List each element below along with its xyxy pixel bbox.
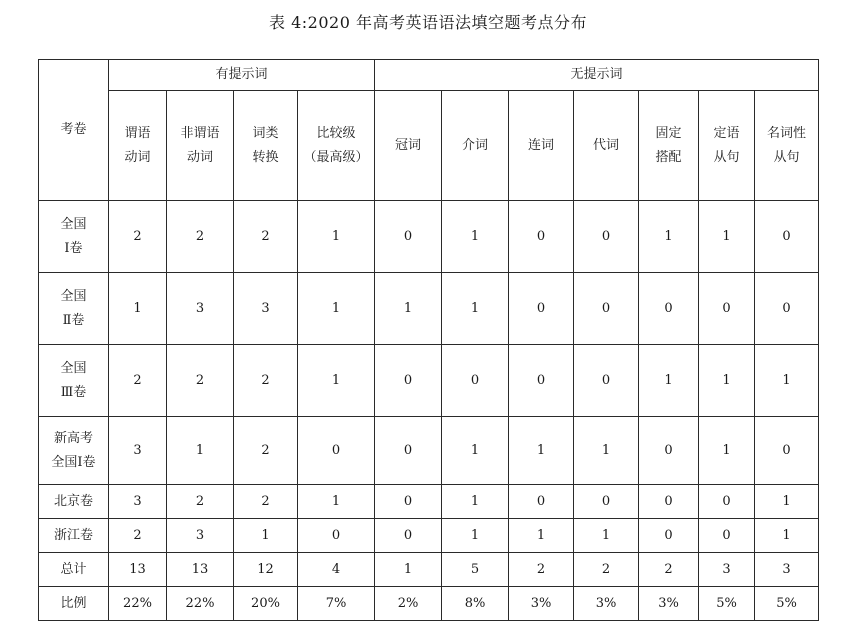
column-header-line: 从句 xyxy=(773,149,800,165)
value-cell: 0 xyxy=(375,345,442,417)
value-cell: 1 xyxy=(755,485,819,519)
value-cell: 0 xyxy=(639,273,699,345)
value-cell: 0 xyxy=(639,417,699,485)
column-header xyxy=(442,91,509,201)
value-cell: 2 xyxy=(234,417,298,485)
value-cell: 0 xyxy=(574,273,639,345)
value-cell: 2 xyxy=(234,485,298,519)
value-cell: 2 xyxy=(167,201,234,273)
column-header xyxy=(509,91,574,201)
value-cell: 1 xyxy=(574,417,639,485)
value-cell: 1 xyxy=(755,519,819,553)
value-cell: 1 xyxy=(298,201,375,273)
row-label-line: Ⅲ卷 xyxy=(60,384,87,400)
table-row xyxy=(39,587,819,621)
value-cell: 3 xyxy=(167,519,234,553)
value-cell: 1 xyxy=(234,519,298,553)
value-cell: 1 xyxy=(109,273,167,345)
row-label xyxy=(39,201,109,273)
value-cell: 1 xyxy=(375,553,442,587)
row-label xyxy=(39,553,109,587)
row-label-line: 比例 xyxy=(60,595,87,611)
value-cell: 2% xyxy=(375,587,442,621)
value-cell: 2 xyxy=(574,553,639,587)
row-label-header: 考卷 xyxy=(39,60,109,201)
value-cell: 2 xyxy=(234,201,298,273)
row-label xyxy=(39,417,109,485)
value-cell: 3% xyxy=(509,587,574,621)
column-header-line: 动词 xyxy=(124,149,151,165)
value-cell: 5% xyxy=(755,587,819,621)
column-header-line: 代词 xyxy=(593,137,620,153)
value-cell: 1 xyxy=(442,417,509,485)
value-cell: 1 xyxy=(442,485,509,519)
row-label-line: 北京卷 xyxy=(53,493,93,509)
value-cell: 0 xyxy=(699,273,755,345)
value-cell: 3 xyxy=(109,417,167,485)
table-row xyxy=(39,553,819,587)
value-cell: 0 xyxy=(509,485,574,519)
value-cell: 0 xyxy=(639,519,699,553)
exam-topics-table xyxy=(38,59,819,621)
value-cell: 0 xyxy=(375,417,442,485)
row-label xyxy=(39,273,109,345)
row-label xyxy=(39,345,109,417)
column-header-line: 固定 xyxy=(655,125,682,141)
value-cell: 0 xyxy=(755,417,819,485)
column-header-line: 搭配 xyxy=(655,149,682,165)
value-cell: 0 xyxy=(699,519,755,553)
value-cell: 0 xyxy=(509,201,574,273)
value-cell: 3 xyxy=(234,273,298,345)
value-cell: 1 xyxy=(699,201,755,273)
column-header xyxy=(375,91,442,201)
column-header-line: 从句 xyxy=(713,149,740,165)
table-row xyxy=(39,345,819,417)
value-cell: 1 xyxy=(442,273,509,345)
value-cell: 0 xyxy=(574,345,639,417)
value-cell: 3% xyxy=(574,587,639,621)
column-header xyxy=(109,91,167,201)
row-label-line: 新高考 xyxy=(53,430,93,446)
value-cell: 22% xyxy=(167,587,234,621)
column-header xyxy=(639,91,699,201)
row-label-line: 总计 xyxy=(60,561,87,577)
row-label-line: 全国Ⅰ卷 xyxy=(51,454,96,470)
column-header-line: 冠词 xyxy=(395,137,422,153)
value-cell: 0 xyxy=(574,201,639,273)
value-cell: 1 xyxy=(442,519,509,553)
value-cell: 1 xyxy=(755,345,819,417)
column-header-line: 比较级 xyxy=(316,125,356,141)
value-cell: 3 xyxy=(699,553,755,587)
value-cell: 1 xyxy=(509,417,574,485)
value-cell: 1 xyxy=(442,201,509,273)
value-cell: 0 xyxy=(574,485,639,519)
value-cell: 1 xyxy=(699,345,755,417)
value-cell: 0 xyxy=(509,345,574,417)
value-cell: 1 xyxy=(639,345,699,417)
column-header xyxy=(167,91,234,201)
column-header xyxy=(234,91,298,201)
group-header-nohint: 无提示词 xyxy=(375,60,819,91)
column-header-line: 动词 xyxy=(186,149,213,165)
value-cell: 0 xyxy=(375,519,442,553)
row-label xyxy=(39,485,109,519)
column-header-line: （最高级） xyxy=(303,149,369,165)
value-cell: 20% xyxy=(234,587,298,621)
row-label-line: 全国 xyxy=(60,288,87,304)
value-cell: 2 xyxy=(509,553,574,587)
value-cell: 2 xyxy=(234,345,298,417)
table-row xyxy=(39,519,819,553)
value-cell: 8% xyxy=(442,587,509,621)
column-header-line: 连词 xyxy=(528,137,555,153)
column-header xyxy=(699,91,755,201)
value-cell: 2 xyxy=(109,201,167,273)
value-cell: 4 xyxy=(298,553,375,587)
value-cell: 0 xyxy=(375,485,442,519)
row-label xyxy=(39,587,109,621)
value-cell: 0 xyxy=(442,345,509,417)
value-cell: 0 xyxy=(755,201,819,273)
value-cell: 0 xyxy=(375,201,442,273)
value-cell: 5% xyxy=(699,587,755,621)
row-label-line: 全国 xyxy=(60,360,87,376)
value-cell: 1 xyxy=(639,201,699,273)
table-row xyxy=(39,201,819,273)
value-cell: 1 xyxy=(699,417,755,485)
value-cell: 3% xyxy=(639,587,699,621)
value-cell: 13 xyxy=(167,553,234,587)
column-header-line: 名词性 xyxy=(767,125,807,141)
value-cell: 0 xyxy=(298,417,375,485)
value-cell: 0 xyxy=(755,273,819,345)
row-label-line: Ⅱ卷 xyxy=(62,312,85,328)
table-row xyxy=(39,417,819,485)
column-header xyxy=(755,91,819,201)
value-cell: 13 xyxy=(109,553,167,587)
column-header-line: 词类 xyxy=(252,125,279,141)
value-cell: 0 xyxy=(639,485,699,519)
value-cell: 1 xyxy=(298,345,375,417)
value-cell: 22% xyxy=(109,587,167,621)
value-cell: 0 xyxy=(509,273,574,345)
group-header-hint: 有提示词 xyxy=(109,60,375,91)
value-cell: 3 xyxy=(755,553,819,587)
value-cell: 7% xyxy=(298,587,375,621)
value-cell: 3 xyxy=(167,273,234,345)
value-cell: 12 xyxy=(234,553,298,587)
value-cell: 1 xyxy=(509,519,574,553)
value-cell: 5 xyxy=(442,553,509,587)
column-header-line: 转换 xyxy=(252,149,279,165)
value-cell: 0 xyxy=(298,519,375,553)
value-cell: 2 xyxy=(109,519,167,553)
value-cell: 1 xyxy=(375,273,442,345)
value-cell: 0 xyxy=(699,485,755,519)
column-header xyxy=(574,91,639,201)
column-header-line: 定语 xyxy=(713,125,740,141)
table-row xyxy=(39,485,819,519)
value-cell: 3 xyxy=(109,485,167,519)
row-label-line: 浙江卷 xyxy=(53,527,93,543)
value-cell: 1 xyxy=(298,485,375,519)
column-header-line: 介词 xyxy=(462,137,489,153)
table-body xyxy=(39,201,819,621)
value-cell: 1 xyxy=(167,417,234,485)
value-cell: 2 xyxy=(639,553,699,587)
value-cell: 2 xyxy=(167,345,234,417)
value-cell: 2 xyxy=(167,485,234,519)
column-header-row xyxy=(39,91,819,201)
row-label-line: 全国 xyxy=(60,216,87,232)
group-header-row xyxy=(39,60,819,91)
value-cell: 1 xyxy=(574,519,639,553)
row-label-line: Ⅰ卷 xyxy=(64,240,83,256)
table-caption: 表 4:2020 年高考英语语法填空题考点分布 xyxy=(269,13,587,32)
column-header xyxy=(298,91,375,201)
table-row xyxy=(39,273,819,345)
column-header-line: 谓语 xyxy=(124,125,151,141)
value-cell: 2 xyxy=(109,345,167,417)
value-cell: 1 xyxy=(298,273,375,345)
row-label xyxy=(39,519,109,553)
column-header-line: 非谓语 xyxy=(180,125,220,141)
